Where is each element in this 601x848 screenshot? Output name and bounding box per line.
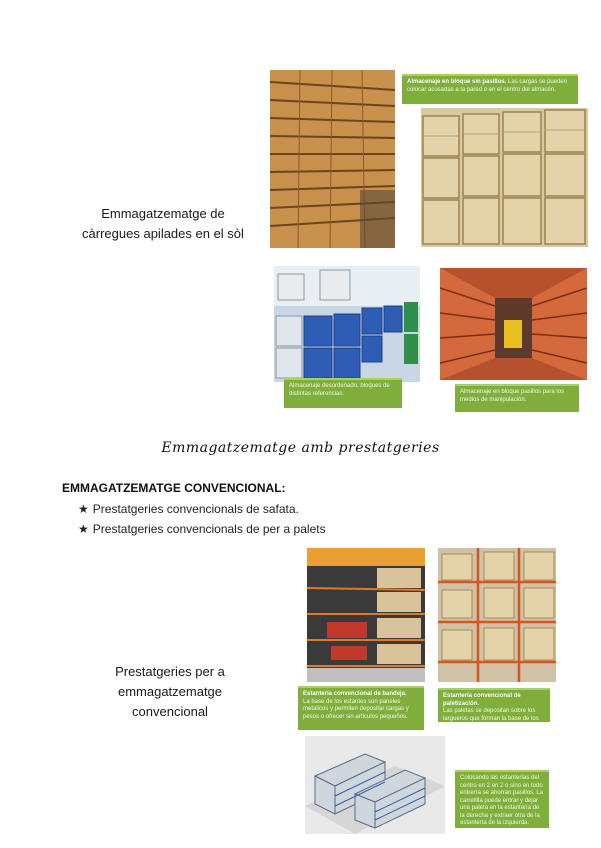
caption-rack-layout: Colocando las estanterías del centro en 2 en 2 o sino en todo entrerra se ahorran pasillos. La carretilla puede entrar y dejar una paleta en la estantería de la derecha y extraer otra de la estantería de la izquierda. (455, 770, 549, 828)
star-icon: ★ (78, 502, 89, 516)
caption-block-storage: Almacenaje en bloque sin pasillos. Las cargas se pueden colocar acosadas a la pared o en el centro del almacén. (402, 74, 578, 104)
section-title: Emmagatzematge amb prestatgeries (161, 440, 440, 456)
rack-layout-illustration (305, 736, 445, 834)
shelving-label: Prestatgeries per a emmagatzematge convencional (115, 664, 225, 719)
warehouse-aisle-photo (440, 268, 587, 380)
floor-storage-label: Emmagatzematge de càrregues apilades en el sòl (82, 206, 244, 241)
bullet-item-tray: ★ Prestatgeries convencionals de safata. (78, 502, 299, 516)
caption-pallet-shelving: Estantería convencional de paletización. Las paletas se depositan sobre los largueros que forman la base de los estantes. (438, 688, 550, 722)
star-icon: ★ (78, 522, 89, 536)
stacked-timber-photo (270, 70, 395, 248)
drums-containers-photo (274, 266, 420, 382)
pallet-shelving-photo (438, 548, 556, 682)
tray-shelving-photo (307, 548, 425, 682)
caption-tray-shelving: Estantería convencional de bandeja. La base de los estantes son paneles metálicos y permiten depositar cargas y pesos o ofrecer sin artículos pequeños. (298, 686, 424, 730)
bullet-item-pallet: ★ Prestatgeries convencionals de per a palets (78, 522, 326, 536)
subheading: EMMAGATZEMATGE CONVENCIONAL: (62, 481, 286, 495)
crates-photo (421, 108, 588, 247)
caption-disordered-storage: Almacenaje desordenado, bloques de distintas referencias. (284, 378, 402, 408)
caption-aisle-storage: Almacenaje en bloque pasillos para los medios de manipulación. (455, 384, 579, 412)
